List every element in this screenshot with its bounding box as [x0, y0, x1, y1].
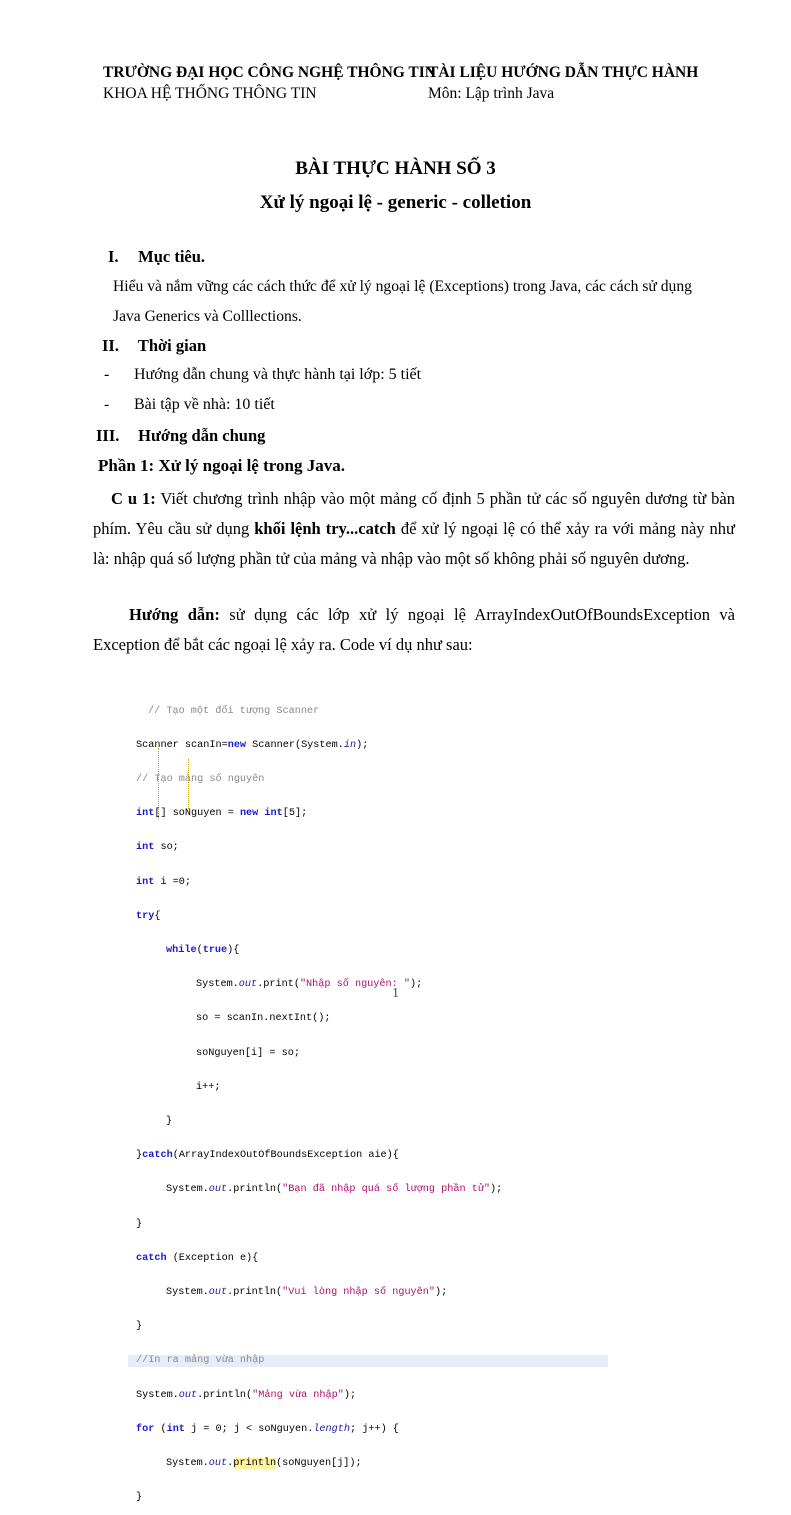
code-line: System.out.print("Nhập số nguyên: "); — [196, 979, 423, 991]
code-line-highlighted: //In ra mảng vừa nhập — [128, 1355, 608, 1366]
section-1-heading — [108, 247, 205, 267]
code-line: int[] soNguyen = new int[5]; — [136, 808, 308, 820]
code-line: System.out.println("Bạn đã nhập quá số lượng phần tử"); — [166, 1184, 503, 1196]
code-line: } — [136, 1492, 143, 1504]
bullet-1-text: Hướng dẫn chung và thực hành tại lớp: 5 tiết — [134, 366, 422, 383]
code-line: System.out.println("Vui lòng nhập số nguyên"); — [166, 1287, 448, 1299]
code-line: try{ — [136, 910, 161, 922]
try-catch-emphasis: khối lệnh try...catch — [254, 519, 396, 538]
code-line: for (int j = 0; j < soNguyen.length; j++) { — [136, 1423, 399, 1435]
code-line: } — [136, 1321, 143, 1333]
university-name: TRƯỜNG ĐẠI HỌC CÔNG NGHỆ THÔNG TIN — [103, 64, 437, 81]
code-line: so = scanIn.nextInt(); — [196, 1013, 331, 1025]
section-2-heading — [102, 336, 206, 356]
section-2-bullet-2: - Bài tập về nhà: 10 tiết — [104, 396, 275, 413]
code-line: // Tạo mảng số nguyên — [136, 774, 265, 786]
section-2-title: Thời gian — [137, 336, 207, 355]
section-1-number: I. — [108, 247, 119, 266]
section-3-number: III. — [96, 426, 120, 445]
page-number: 1 — [392, 986, 399, 1001]
header-right — [428, 62, 698, 104]
guide-label: Hướng dẫn: — [129, 605, 220, 624]
question-1-label: C u 1: — [111, 489, 156, 508]
faculty-name: KHOA HỆ THỐNG THÔNG TIN — [103, 85, 317, 102]
part-1-heading: Phần 1: Xử lý ngoại lệ trong Java. — [98, 456, 345, 475]
code-line: System.out.println(soNguyen[j]); — [166, 1458, 362, 1470]
page-subtitle: Xử lý ngoại lệ - generic - colletion — [259, 192, 532, 213]
code-line: catch (Exception e){ — [136, 1252, 259, 1264]
code-line: } — [136, 1218, 143, 1230]
section-3-title: Hướng dẫn chung — [138, 426, 266, 445]
guide-paragraph: Hướng dẫn: sử dụng các lớp xử lý ngoại lệ ArrayIndexOutOfBoundsException và Exception để bắt các ngoại lệ xảy ra. Code ví dụ như sau: — [93, 605, 735, 654]
header-left — [103, 62, 436, 104]
section-1-text-line2: Java Generics và Colllections. — [113, 308, 302, 325]
code-line: // Tạo một đối tượng Scanner — [148, 705, 320, 717]
section-1-title: Mục tiêu. — [138, 247, 206, 266]
code-line: int so; — [136, 842, 179, 854]
course-name: Môn: Lập trình Java — [428, 85, 555, 102]
code-line: }catch(ArrayIndexOutOfBoundsException aie){ — [136, 1150, 399, 1162]
code-line: int i =0; — [136, 876, 192, 888]
section-3-heading — [96, 426, 265, 446]
code-line: while(true){ — [166, 945, 240, 957]
bullet-2-text: Bài tập về nhà: 10 tiết — [134, 396, 275, 413]
section-2-bullet-1: - Hướng dẫn chung và thực hành tại lớp: 5 tiết — [104, 366, 422, 383]
code-line: System.out.println("Mảng vừa nhập"); — [136, 1389, 357, 1401]
page-title: BÀI THỰC HÀNH SỐ 3 — [295, 158, 496, 179]
section-1-text-line1: Hiểu và nắm vững các cách thức để xử lý ngoại lệ (Exceptions) trong Java, các cách sử dụng — [113, 278, 692, 295]
document-type: TÀI LIỆU HƯỚNG DẪN THỰC HÀNH — [428, 64, 699, 81]
question-1-paragraph: C u 1: Viết chương trình nhập vào một mảng cố định 5 phần tử các số nguyên dương từ bàn phím. Yêu cầu sử dụng khối lệnh try...catch để xử lý ngoại lệ có thể xảy ra với mảng này như là: nhập quá số lượng phần tử của mảng và nhập vào một số không phải số nguyên dương. — [93, 489, 735, 568]
code-line: i++; — [196, 1081, 221, 1093]
code-line: Scanner scanIn=new Scanner(System.in); — [136, 739, 369, 751]
code-line: soNguyen[i] = so; — [196, 1047, 300, 1059]
code-snippet — [128, 660, 608, 1504]
section-2-number: II. — [102, 336, 119, 355]
code-line: } — [166, 1116, 173, 1128]
